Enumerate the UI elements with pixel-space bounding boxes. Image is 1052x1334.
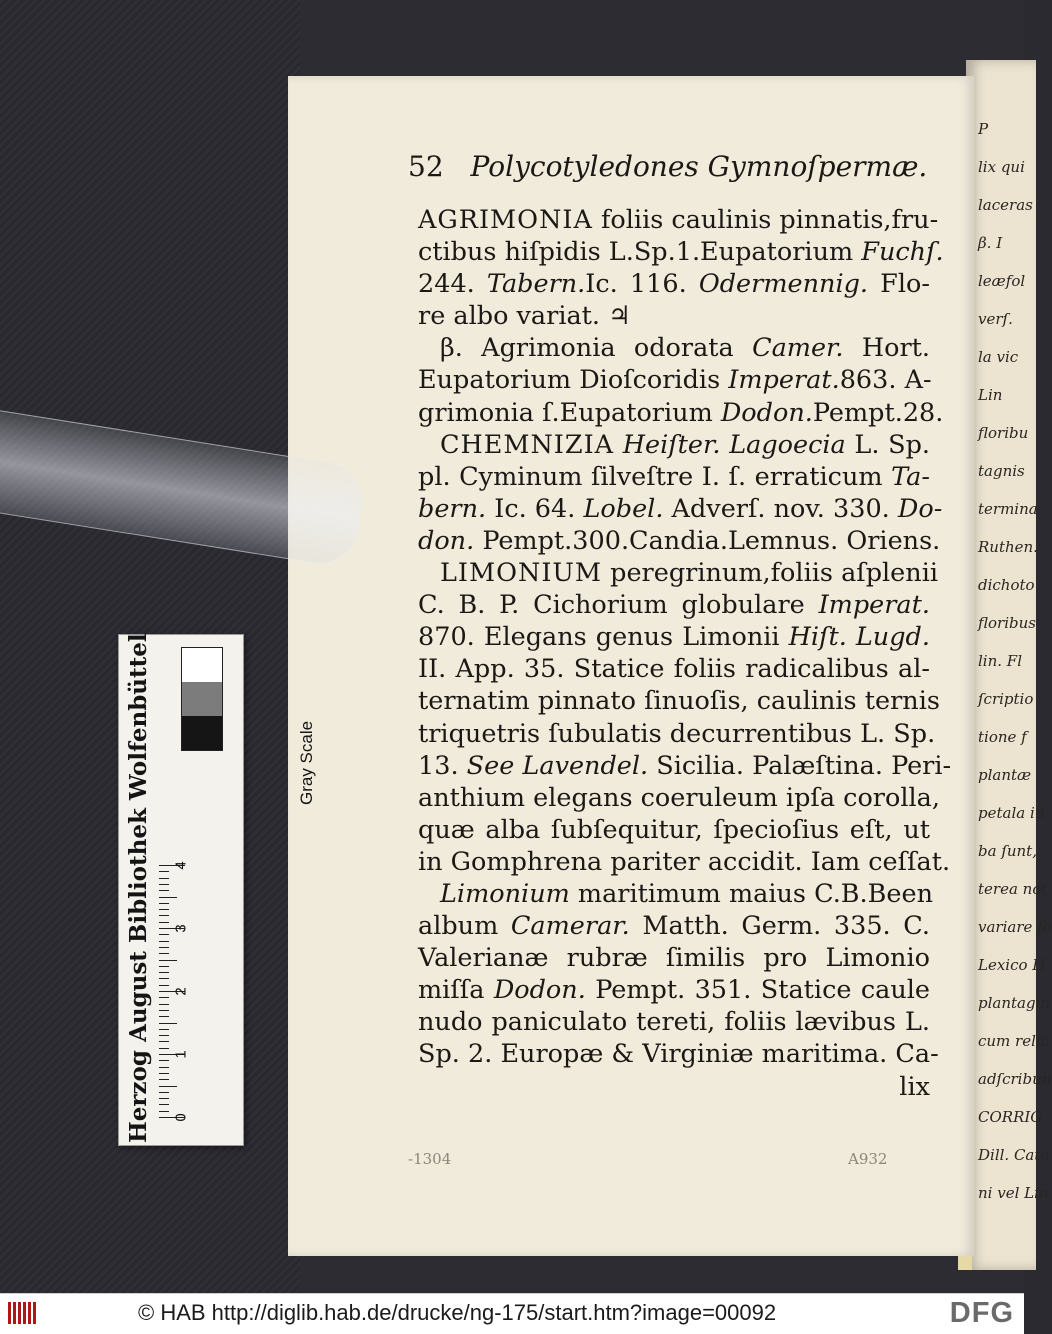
text-run: triquetris ſubulatis decurrentibus L. Sp.: [418, 718, 936, 749]
text-run: anthium elegans coeruleum ipſa corolla,: [418, 782, 940, 813]
ruler-tick: [159, 953, 169, 954]
text-run: Hort.: [843, 333, 930, 364]
ruler-number: 2: [172, 987, 190, 996]
ruler-tick: [159, 1023, 177, 1024]
text-line: [418, 846, 951, 878]
ruler-tick: [159, 884, 169, 885]
text-line: [418, 1071, 930, 1103]
ruler-tick: [159, 966, 169, 967]
text-run: ternatim pinnato ſinuoſis, caulinis ternis: [418, 686, 940, 717]
ruler-tick: [159, 878, 169, 879]
text-run: Heiſter.: [622, 429, 721, 460]
adjacent-page-text: verſ.: [978, 310, 1013, 328]
text-line: [418, 557, 939, 589]
footer-mark-left: -1304: [408, 1150, 452, 1168]
adjacent-page-text: tione f: [978, 728, 1027, 746]
ruler-tick: [159, 915, 169, 916]
text-run: Pempt. 351. Statice caule: [585, 975, 930, 1006]
ruler-tick: [159, 871, 169, 872]
adjacent-page-text: laceras: [978, 196, 1033, 214]
ruler-tick: [159, 1098, 169, 1099]
text-run: CHEMNIZIA: [440, 429, 615, 460]
dfg-logo[interactable]: DFG: [949, 1297, 1014, 1329]
text-run: Do-: [897, 493, 943, 524]
gray-scale-ruler: [118, 633, 316, 1146]
page-body-text: [418, 204, 952, 1103]
text-line: [418, 204, 939, 236]
text-run: Limonium: [440, 878, 570, 909]
adjacent-page-text: cum relic: [978, 1032, 1050, 1050]
text-run: Sicilia. Palæſtina. Peri-: [648, 750, 952, 781]
gray-swatch: [182, 716, 222, 750]
text-line: [418, 1038, 939, 1070]
adjacent-page-text: floribus: [978, 614, 1036, 632]
text-run: ctibus hiſpidis L.Sp.1.Eupatorium: [418, 237, 862, 268]
text-run: AGRIMONIA: [418, 205, 593, 235]
text-line: [418, 814, 930, 846]
text-run: Camer.: [752, 333, 844, 364]
text-run: Pempt.300.Candia.Lemnus. Oriens.: [474, 525, 941, 556]
text-run: Camerar.: [510, 911, 630, 942]
ruler-tick: [159, 1067, 169, 1068]
text-run: Tabern.: [486, 269, 586, 300]
text-line: [418, 718, 936, 750]
text-run: 13.: [418, 750, 467, 781]
text-line: [418, 653, 930, 685]
text-line: [418, 685, 940, 717]
text-run: Dodon.: [493, 975, 586, 1006]
text-run: Ta-: [891, 461, 930, 492]
text-run: Dodon.: [720, 397, 813, 428]
text-run: Flo-: [868, 269, 930, 300]
ruler-tick: [159, 1041, 169, 1042]
running-title: Polycotyledones Gymnoſpermæ.: [470, 150, 928, 183]
copyright-link[interactable]: © HAB http://diglib.hab.de/drucke/ng-175/start.htm?image=00092: [138, 1300, 777, 1325]
ruler-tick: [159, 1092, 169, 1093]
text-line: [418, 429, 930, 461]
text-line: [418, 1006, 930, 1038]
text-run: in Gomphrena pariter accidit. Iam ceſſat.: [418, 846, 951, 877]
adjacent-page-text: termina: [978, 500, 1038, 518]
text-run: nudo paniculato tereti, foliis lævibus L.: [418, 1007, 930, 1038]
text-line: [418, 589, 930, 621]
running-head: [408, 150, 928, 183]
text-line: [418, 621, 930, 653]
ruler-tick: [159, 1010, 169, 1011]
text-run: Adverſ. nov. 330.: [663, 493, 898, 524]
text-run: Fuchſ.: [861, 237, 944, 268]
ruler-tick: [159, 960, 177, 961]
text-line: [418, 332, 930, 364]
ruler-tick: [159, 947, 169, 948]
adjacent-page-text: petala in: [978, 804, 1045, 822]
text-run: 244.: [418, 269, 487, 300]
page-number: 52: [408, 150, 444, 183]
adjacent-page-text: CORRIG: [978, 1108, 1043, 1126]
text-run: LIMONIUM: [440, 558, 603, 589]
ruler-scale-label: Gray Scale: [297, 720, 316, 805]
ruler-tick: [159, 909, 169, 910]
text-run: maritimum maius C.B.Been: [569, 878, 933, 909]
adjacent-page-text: adſcribun: [978, 1070, 1052, 1088]
text-run: L. Sp.: [845, 429, 931, 460]
text-run: C. B. P. Cichorium globulare: [418, 590, 819, 621]
adjacent-page-text: lix qui: [978, 158, 1025, 176]
adjacent-page-text: Lin: [978, 386, 1003, 404]
ruler-tick: [159, 890, 169, 891]
adjacent-page-text: lin. Fl: [978, 652, 1022, 670]
ruler-number: 4: [172, 861, 190, 870]
text-line: [418, 236, 944, 268]
ruler-tick: [159, 1035, 169, 1036]
text-run: Hiſt. Lugd.: [788, 622, 930, 653]
adjacent-page-text: β. I: [978, 234, 1003, 252]
bottom-bar: [0, 1293, 1024, 1334]
text-line: [418, 397, 944, 429]
hab-logo-icon[interactable]: [8, 1302, 44, 1326]
ruler-tick: [159, 978, 169, 979]
adjacent-page-text: terea not: [978, 880, 1048, 898]
text-line: [418, 878, 933, 910]
text-run: re albo variat. ♃: [418, 301, 632, 332]
text-line: [418, 750, 952, 782]
text-run: Sp. 2. Europæ & Virginiæ maritima. Ca-: [418, 1039, 939, 1070]
ruler-tick: [159, 985, 169, 986]
ruler-tick: [159, 903, 169, 904]
ruler-tick: [159, 934, 169, 935]
text-line: [418, 910, 930, 942]
ruler-number: 3: [172, 924, 190, 933]
text-run: album: [418, 911, 511, 942]
ruler-tick: [159, 1060, 169, 1061]
text-run: 863. A-: [839, 365, 932, 396]
adjacent-page-text: dichoto: [978, 576, 1035, 594]
footer-mark-right: A932: [848, 1150, 888, 1168]
gray-swatches: [181, 647, 223, 751]
adjacent-page-text: Dill. Cata: [978, 1146, 1050, 1164]
text-run: Matth. Germ. 335. C.: [629, 911, 930, 942]
ruler-tick: [159, 1079, 169, 1080]
text-run: Imperat.: [818, 590, 930, 621]
adjacent-page-text: P: [978, 120, 989, 138]
text-line: [418, 461, 930, 493]
ruler-institution: Herzog August Bibliothek Wolfenbüttel: [125, 633, 152, 1143]
ruler-tick: [159, 997, 169, 998]
adjacent-page-text: plantæ: [978, 766, 1032, 784]
text-run: Ic. 64.: [486, 493, 584, 524]
text-run: don.: [418, 525, 475, 556]
text-run: Pempt.28.: [812, 397, 944, 428]
text-line: [418, 942, 930, 974]
adjacent-page-text: ba ſunt,: [978, 842, 1037, 860]
adjacent-page-text: leæfol: [978, 272, 1026, 290]
ruler-number: 0: [172, 1113, 190, 1122]
text-run: quæ alba ſubſequitur, ſpecioſius eſt, ut: [418, 814, 930, 845]
ruler-tick: [159, 1029, 169, 1030]
text-run: Odermennig.: [698, 269, 869, 300]
text-run: [721, 430, 730, 460]
text-line: [418, 493, 943, 525]
adjacent-page: [966, 60, 1052, 1270]
text-run: Lobel.: [583, 493, 664, 524]
text-line: [418, 364, 930, 396]
text-run: β. Agrimonia odorata: [440, 333, 753, 364]
adjacent-page-text: tagnis: [978, 462, 1025, 480]
ruler-number: 1: [172, 1050, 190, 1059]
ruler-tick: [159, 972, 169, 973]
text-run: See Lavendel.: [466, 750, 649, 781]
ruler-tick: [159, 1111, 169, 1112]
text-run: miſſa: [418, 975, 494, 1006]
text-run: pl. Cyminum ſilveſtre I. ſ. erraticum: [418, 461, 892, 492]
text-run: 870. Elegans genus Limonii: [418, 622, 789, 653]
gray-swatch: [182, 682, 222, 716]
ruler-tick: [159, 1016, 169, 1017]
text-line: [418, 974, 930, 1006]
text-line: [418, 525, 941, 557]
adjacent-page-text: Lexico H: [978, 956, 1046, 974]
text-run: foliis caulinis pinnatis,fru-: [592, 205, 939, 235]
text-run: lix: [899, 1071, 930, 1102]
ruler-tick: [159, 1086, 177, 1087]
adjacent-page-text: plantagin: [978, 994, 1051, 1012]
ruler-tick: [159, 922, 169, 923]
ruler-tick: [159, 1004, 169, 1005]
text-line: [418, 782, 940, 814]
text-run: peregrinum,foliis aſplenii: [602, 558, 939, 589]
text-run: Eupatorium Dioſcoridis: [418, 365, 729, 396]
adjacent-page-text: ſcriptio: [978, 690, 1034, 708]
ruler-tick: [159, 1048, 169, 1049]
adjacent-page-text: variare fo: [978, 918, 1052, 936]
adjacent-page-text: floribu: [978, 424, 1029, 442]
ruler-tick: [159, 1073, 169, 1074]
text-run: Valerianæ rubræ ſimilis pro Limonio: [418, 943, 930, 974]
text-run: bern.: [418, 493, 487, 524]
text-run: [614, 430, 623, 460]
text-run: Imperat.: [728, 365, 840, 396]
text-line: [418, 300, 930, 332]
text-run: Ic. 116.: [585, 269, 699, 300]
adjacent-page-text: la vic: [978, 348, 1019, 366]
text-run: II. App. 35. Statice foliis radicalibus al-: [418, 654, 930, 685]
gray-swatch: [182, 648, 222, 682]
ruler-tick: [159, 1104, 169, 1105]
adjacent-page-text: Ruthen.: [978, 538, 1038, 556]
text-line: [418, 268, 930, 300]
ruler-tick: [159, 941, 169, 942]
text-run: Lagoecia: [729, 429, 846, 460]
adjacent-page-text: ni vel Lin: [978, 1184, 1049, 1202]
text-run: grimonia ſ.Eupatorium: [418, 397, 721, 428]
ruler-tick: [159, 897, 177, 898]
